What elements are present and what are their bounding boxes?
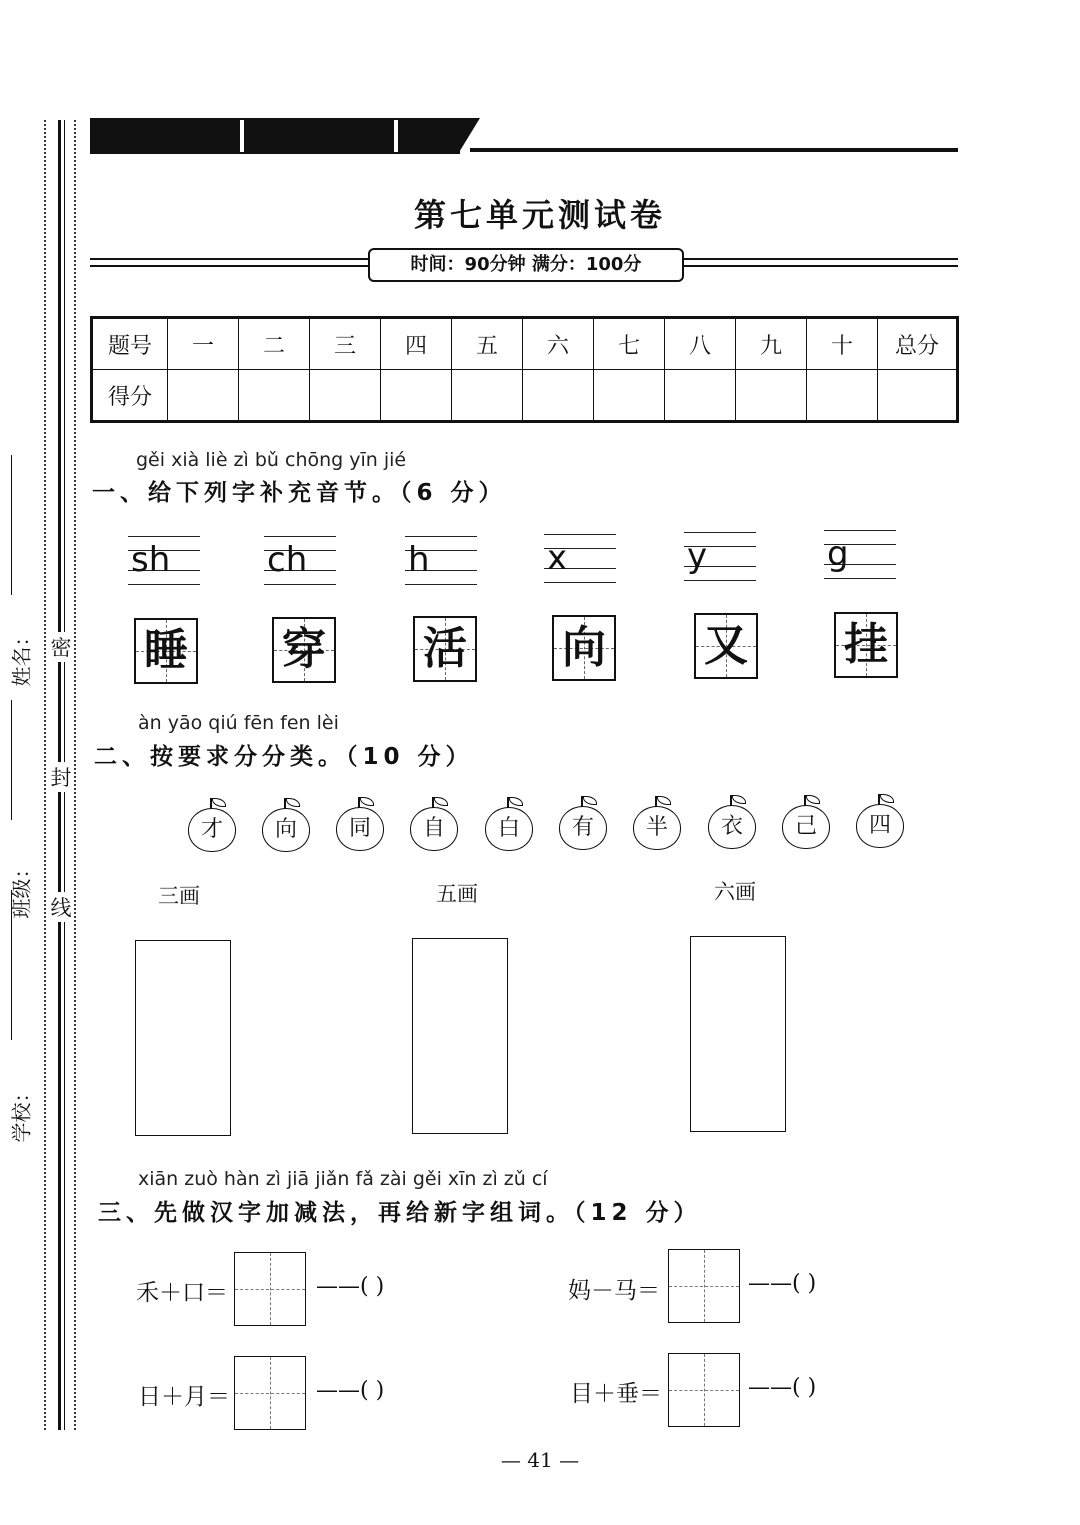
category-answer-box-three[interactable] xyxy=(135,940,231,1136)
q1-char: 睡 xyxy=(144,625,188,676)
category-answer-box-five[interactable] xyxy=(412,938,508,1134)
apple-item[interactable] xyxy=(485,797,533,847)
q3-answer-box[interactable] xyxy=(234,1252,306,1326)
header-bar-gap-2 xyxy=(394,120,398,152)
q1-char: 又 xyxy=(704,620,748,671)
apple-char: 白 xyxy=(485,807,533,851)
name-field-label: 姓名： xyxy=(9,626,34,687)
q1-char: 挂 xyxy=(844,619,888,670)
q1-initial: y xyxy=(687,536,708,576)
q3-title: 三、先做汉字加减法，再给新字组词。（12 分） xyxy=(98,1200,702,1226)
q1-initial: sh xyxy=(131,540,171,580)
score-input-cell[interactable] xyxy=(807,370,878,422)
apple-char: 四 xyxy=(856,804,904,848)
apple-char: 衣 xyxy=(708,805,756,849)
header-bar-gap-1 xyxy=(240,120,244,152)
q3-word-blank[interactable]: ——( ) xyxy=(748,1375,817,1400)
q3-equation: 妈－马＝ xyxy=(568,1278,660,1304)
score-input-cell[interactable] xyxy=(381,370,452,422)
apple-item[interactable] xyxy=(559,796,607,846)
q2-title: 二、按要求分分类。（10 分） xyxy=(94,744,474,770)
apple-char: 己 xyxy=(782,805,830,849)
binding-dotted-line-inner xyxy=(74,120,76,1430)
apple-char: 自 xyxy=(410,807,458,851)
q3-word-blank[interactable]: ——( ) xyxy=(748,1271,817,1296)
page-title: 第七单元测试卷 xyxy=(413,196,666,234)
q1-char: 穿 xyxy=(282,624,326,675)
score-header-cell: 六 xyxy=(523,318,594,370)
apple-item[interactable] xyxy=(856,794,904,844)
score-table-header-row xyxy=(92,318,958,370)
apple-char: 有 xyxy=(559,806,607,850)
apple-char: 同 xyxy=(336,807,384,851)
q3-pinyin: xiān zuò hàn zì jiā jiǎn fǎ zài gěi xīn zì zǔ cí xyxy=(138,1168,548,1190)
score-header-cell: 七 xyxy=(594,318,665,370)
q3-word-blank[interactable]: ——( ) xyxy=(316,1378,385,1403)
score-input-cell[interactable] xyxy=(452,370,523,422)
score-header-cell: 二 xyxy=(239,318,310,370)
q3-answer-box[interactable] xyxy=(668,1249,740,1323)
q1-pinyin-lines-4[interactable] xyxy=(544,534,616,582)
apple-item[interactable] xyxy=(633,796,681,846)
time-info: 时间：90分钟 满分：100分 xyxy=(368,248,684,282)
apple-char: 才 xyxy=(188,808,236,852)
score-input-cell[interactable] xyxy=(310,370,381,422)
apple-item[interactable] xyxy=(336,797,384,847)
q1-initial: ch xyxy=(267,540,308,580)
score-header-cell: 题号 xyxy=(92,318,168,370)
apple-item[interactable] xyxy=(708,795,756,845)
score-input-cell[interactable] xyxy=(239,370,310,422)
class-field-label: 班级： xyxy=(9,858,34,919)
q1-pinyin-lines-2[interactable] xyxy=(264,536,336,584)
score-table xyxy=(90,316,959,423)
category-label-three-strokes: 三画 xyxy=(158,884,200,908)
q1-char-box xyxy=(413,616,477,682)
score-header-cell: 八 xyxy=(665,318,736,370)
q1-char: 活 xyxy=(423,623,467,674)
q3-answer-box[interactable] xyxy=(234,1356,306,1430)
page-number: — 41 — xyxy=(500,1448,580,1472)
school-field-label: 学校： xyxy=(9,1082,34,1143)
q1-initial: h xyxy=(408,540,430,580)
score-header-cell: 总分 xyxy=(878,318,958,370)
header-rule xyxy=(470,148,958,152)
score-input-cell[interactable] xyxy=(878,370,958,422)
q1-initial: x xyxy=(547,538,568,578)
q1-char-box xyxy=(694,613,758,679)
binding-label-xian: 线 xyxy=(48,892,74,922)
time-rule-left xyxy=(90,258,370,267)
apple-item[interactable] xyxy=(410,797,458,847)
score-header-cell: 五 xyxy=(452,318,523,370)
q1-pinyin: gěi xià liè zì bǔ chōng yīn jié xyxy=(136,449,407,471)
score-header-cell: 十 xyxy=(807,318,878,370)
score-input-cell[interactable] xyxy=(168,370,239,422)
q1-pinyin-lines-1[interactable] xyxy=(128,536,200,584)
q3-word-blank[interactable]: ——( ) xyxy=(316,1274,385,1299)
score-table-score-row xyxy=(92,370,958,422)
q1-char-box xyxy=(272,617,336,683)
apple-char: 半 xyxy=(633,806,681,850)
apple-char: 向 xyxy=(262,808,310,852)
category-label-five-strokes: 五画 xyxy=(436,882,478,906)
apple-item[interactable] xyxy=(188,798,236,848)
q1-initial: g xyxy=(827,534,849,574)
q1-title: 一、给下列字补充音节。（6 分） xyxy=(92,480,507,506)
q2-pinyin: àn yāo qiú fēn fen lèi xyxy=(138,712,339,734)
q3-equation: 目＋垂＝ xyxy=(570,1381,662,1407)
binding-label-mi: 密 xyxy=(48,632,74,662)
score-header-cell: 一 xyxy=(168,318,239,370)
score-header-cell: 三 xyxy=(310,318,381,370)
score-row-label: 得分 xyxy=(92,370,168,422)
category-label-six-strokes: 六画 xyxy=(714,880,756,904)
score-input-cell[interactable] xyxy=(594,370,665,422)
score-header-cell: 九 xyxy=(736,318,807,370)
q1-char-box xyxy=(134,618,198,684)
score-input-cell[interactable] xyxy=(523,370,594,422)
binding-dotted-line-outer xyxy=(44,120,46,1430)
q1-char-box xyxy=(552,615,616,681)
time-rule-right xyxy=(678,258,958,267)
q3-answer-box[interactable] xyxy=(668,1353,740,1427)
q1-pinyin-lines-5[interactable] xyxy=(684,532,756,580)
q1-pinyin-lines-3[interactable] xyxy=(405,536,477,584)
q3-equation: 日＋月＝ xyxy=(138,1384,230,1410)
apple-item[interactable] xyxy=(782,795,830,845)
score-header-cell: 四 xyxy=(381,318,452,370)
q1-pinyin-lines-6[interactable] xyxy=(824,530,896,578)
score-input-cell[interactable] xyxy=(736,370,807,422)
binding-label-feng: 封 xyxy=(48,762,74,792)
apple-item[interactable] xyxy=(262,798,310,848)
q1-char: 向 xyxy=(562,622,606,673)
score-input-cell[interactable] xyxy=(665,370,736,422)
q3-equation: 禾＋口＝ xyxy=(136,1280,228,1306)
header-bar xyxy=(90,118,460,154)
category-answer-box-six[interactable] xyxy=(690,936,786,1132)
q1-char-box xyxy=(834,612,898,678)
